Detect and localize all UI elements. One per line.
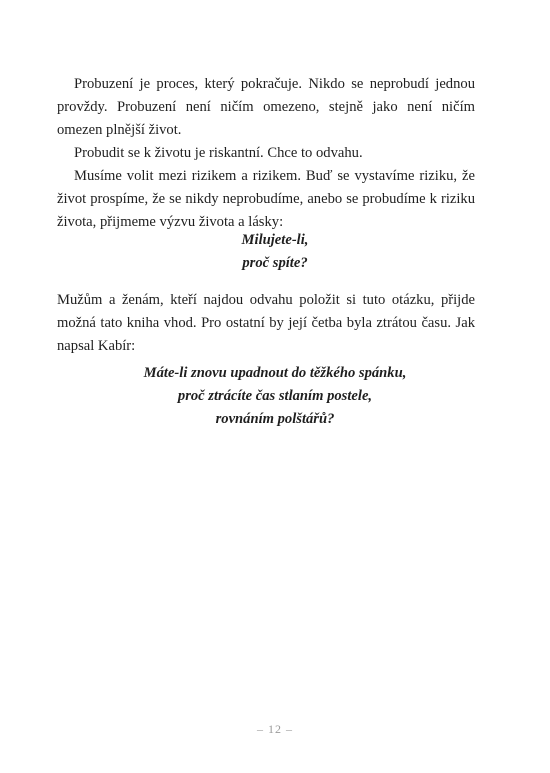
verse-2-line-2: proč ztrácíte čas stlaním postele,: [177, 388, 373, 404]
page-number: – 12 –: [257, 722, 293, 736]
verse-1-line-2: proč spíte?: [242, 255, 308, 271]
verse-quote-1: [0, 229, 550, 275]
paragraph-choose-risk: Musíme volit mezi rizikem a rizikem. Buď se vystavíme riziku, že život prospíme, že se nikdy neprobudíme, anebo se probudíme k riziku života, přijmeme výzvu života a lásky:: [57, 168, 475, 230]
verse-1-line-1: Milujete-li,: [241, 232, 309, 248]
body-text-section-1: [57, 73, 475, 234]
paragraph-awakening-process: Probuzení je proces, který pokračuje. Nikdo se neprobudí jednou provždy. Probuzení není ničím omezeno, stejně jako není ničím omezen plnější život.: [57, 76, 475, 138]
paragraph-risk-courage: Probudit se k životu je riskantní. Chce to odvahu.: [74, 145, 363, 161]
verse-2-line-1: Máte-li znovu upadnout do těžkého spánku,: [143, 365, 407, 381]
body-text-section-2: [57, 289, 475, 358]
paragraph-men-women: Mužům a ženám, kteří najdou odvahu položit si tuto otázku, přijde možná tato kniha vhod. Pro ostatní by její četba byla ztrátou času. Jak napsal Kabír:: [57, 292, 475, 354]
verse-2-line-3: rovnáním polštářů?: [215, 411, 335, 427]
verse-quote-kabir: [0, 362, 550, 431]
